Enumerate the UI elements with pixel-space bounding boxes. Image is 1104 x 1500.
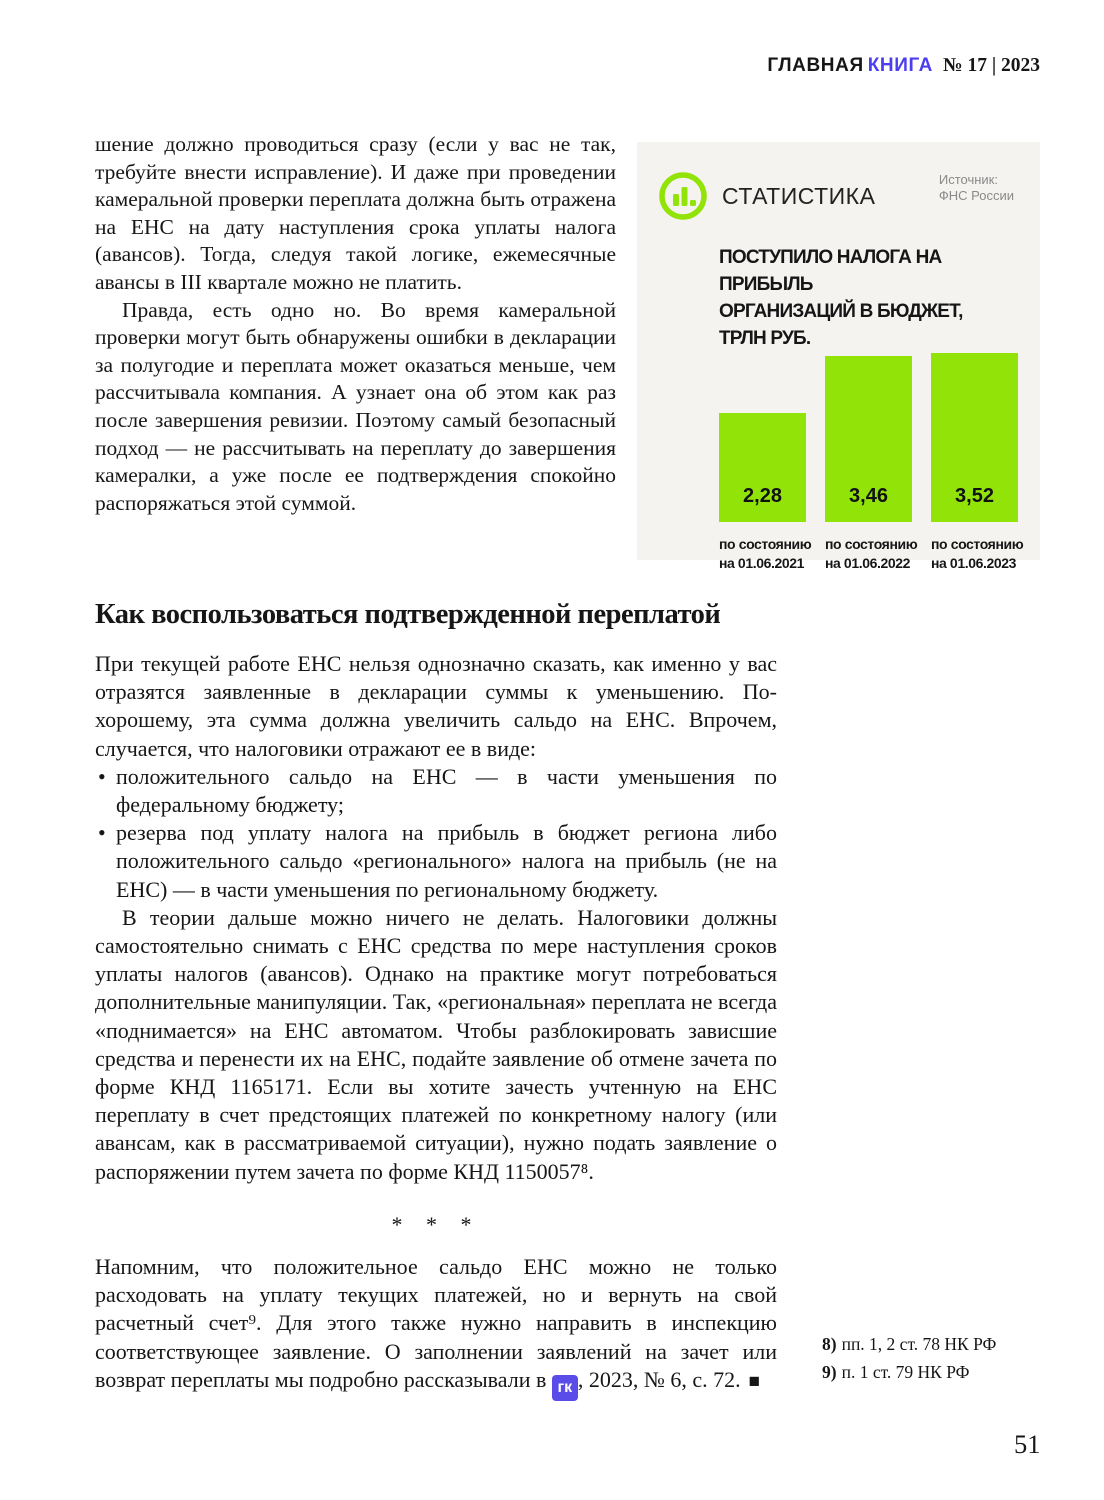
- bar-chart-icon: [657, 170, 709, 222]
- statistics-label: СТАТИСТИКА: [722, 182, 876, 209]
- bar-value: 3,46: [849, 485, 888, 507]
- footnote-text: п. 1 ст. 79 НК РФ: [841, 1361, 970, 1382]
- brand-name-black: ГЛАВНАЯ: [767, 55, 864, 76]
- bar-category: по состоянию на 01.06.2021: [719, 536, 812, 571]
- footnotes: [822, 1331, 996, 1386]
- end-mark-icon: ■: [748, 1370, 761, 1392]
- bullet-list: [95, 763, 777, 904]
- brand-name-accent: КНИГА: [867, 55, 933, 76]
- statistics-panel: [637, 142, 1040, 571]
- body-paragraph: В теории дальше можно ничего не делать. Налоговики должны самостоятельно снимать с ЕНС средства по мере наступления сроков уплаты налогов (авансов). Однако на практике могут потребоваться дополнительные манипуляции. Так, «региональная» переплата не всегда «поднимается» на ЕНС автоматом. Чтобы разблокировать зависшие средства и перенести их на ЕНС, подайте заявление об отмене зачета по форме КНД 1165171. Если вы хотите зачесть учтенную на ЕНС переплату в счет предстоящих платежей по конкретному налогу (или авансам, как в рассматриваемой ситуации), нужно подать заявление о распоряжении путем зачета по форме КНД 1150057⁸.: [95, 904, 777, 1184]
- paragraph-continuation: шение должно проводиться сразу (если у вас не так, требуйте внести исправление). И даже при проведении камеральной проверки переплата должна быть отражена на ЕНС на дату наступления срока уплаты налога (авансов). Тогда, следуя такой логике, ежемесячные авансы в III квартале можно не платить.: [95, 132, 616, 294]
- bar-category: по состоянию на 01.06.2022: [825, 536, 918, 571]
- closing-paragraph: Напомним, что положительное сальдо ЕНС можно не только расходовать на уплату текущих платежей, но и вернуть на свой расчетный счет⁹. Для этого также нужно направить в инспекцию соответствующее заявление. О заполнении заявлений на зачет или возврат переплаты мы подробно рассказывали в гк , 2023, № 6, с. 72. ■: [95, 1253, 777, 1401]
- bar-chart-categories: [719, 522, 1024, 573]
- footnote: [822, 1359, 996, 1387]
- bullet-icon: •: [98, 820, 106, 846]
- bar-chart: [719, 352, 1020, 522]
- bar-value: 2,28: [743, 485, 782, 507]
- statistics-panel-header: [657, 170, 1020, 222]
- footnote: [822, 1331, 996, 1359]
- section-separator: * * *: [391, 1211, 481, 1237]
- bar-value: 3,52: [955, 485, 994, 507]
- footnote-number: 9): [822, 1361, 837, 1382]
- page-header: [767, 55, 1040, 77]
- list-item: • положительного сальдо на ЕНС — в части уменьшения по федеральному бюджету;: [98, 763, 777, 818]
- list-item: • резерва под уплату налога на прибыль в бюджет региона либо положительного сальдо «регионального» налога на прибыль (не на ЕНС) — в части уменьшения по региональному бюджету.: [98, 820, 777, 902]
- footnote-number: 8): [822, 1334, 837, 1354]
- bar-category: по состоянию на 01.06.2023: [931, 536, 1024, 571]
- statistics-source: Источник: ФНС России: [938, 172, 1014, 203]
- chart-bar-2022: [825, 356, 912, 522]
- chart-bar-2021: [719, 413, 806, 522]
- gk-magazine-icon: гк: [552, 1375, 578, 1401]
- article-main-column: [95, 650, 777, 1401]
- section-heading: Как воспользоваться подтвержденной переплатой: [95, 599, 721, 630]
- page-number: 51: [1014, 1429, 1041, 1459]
- paragraph: Правда, есть одно но. Во время камеральной проверки могут быть обнаружены ошибки в декларации за полугодие и переплата может оказаться меньше, чем рассчитывала компания. А узнает она об этом как раз после завершения ревизии. Поэтому самый безопасный подход — не рассчитывать на переплату до завершения камералки, а уже после ее подтверждения спокойно распоряжаться этой суммой.: [95, 297, 616, 515]
- footnote-text: пп. 1, 2 ст. 78 НК РФ: [841, 1334, 997, 1354]
- chart-bar-2023: [931, 353, 1018, 522]
- issue-number: № 17 | 2023: [942, 55, 1040, 76]
- article-left-column: [95, 131, 616, 517]
- bullet-icon: •: [98, 763, 106, 789]
- intro-paragraph: При текущей работе ЕНС нельзя однозначно сказать, как именно у вас отразятся заявленные в декларации суммы к уменьшению. По-хорошему, эта сумма должна увеличить сальдо на ЕНС. Впрочем, случается, что налоговики отражают ее в виде:: [95, 651, 777, 761]
- chart-title: ПОСТУПИЛО НАЛОГА НА ПРИБЫЛЬ ОРГАНИЗАЦИЙ В БЮДЖЕТ, ТРЛН РУБ.: [719, 247, 963, 349]
